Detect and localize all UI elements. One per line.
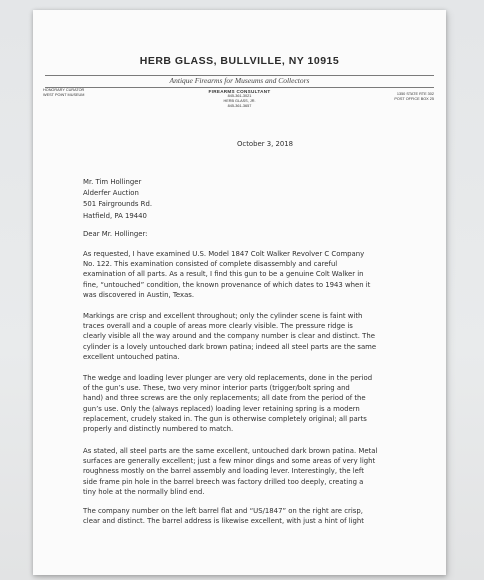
address-line: Mr. Tim Hollinger <box>83 178 142 186</box>
west-point-museum: WEST POINT MUSEUM <box>43 93 85 97</box>
phone-1: 845-361-3021 <box>227 94 252 98</box>
text-line: The company number on the left barrel flat and “US/1847” on the right are crisp, <box>83 507 363 515</box>
text-line: of the gun’s use. These, two very minor interior parts (trigger/bolt spring and <box>83 384 350 393</box>
text-line: traces overall and a couple of areas more clearly visible. The pressure ridge is <box>83 322 353 331</box>
letterhead-rule-bottom <box>45 87 434 88</box>
honorary-curator: HONORARY CURATOR <box>43 88 85 92</box>
salutation: Dear Mr. Hollinger: <box>83 230 148 238</box>
text-line: cylinder is a lovely untouched dark brown patina; indeed all steel parts are the same <box>83 342 377 351</box>
phone-2: 845-361-3657 <box>227 104 252 108</box>
text-line: roughness mostly on the barrel assembly and loading lever. Interestingly, the left <box>83 467 364 476</box>
letterhead-name: HERB GLASS, BULLVILLE, NY 10915 <box>139 55 340 67</box>
text-line: Markings are crisp and excellent throughout; only the cylinder scene is faint with <box>83 312 363 320</box>
text-line: surfaces are generally excellent; just a few minor dings and some areas of very light <box>83 457 376 466</box>
recipient-address <box>83 177 445 222</box>
text-line: tiny hole at the normally blind end. <box>83 487 205 496</box>
text-line: As stated, all steel parts are the same excellent, untouched dark brown patina. Metal <box>83 447 378 455</box>
firearms-consultant: FIREARMS CONSULTANT <box>208 89 271 94</box>
address-line: 501 Fairgrounds Rd. <box>83 200 153 209</box>
letterhead-center-block <box>33 89 446 109</box>
text-line: replacement, crudely staked in. The gun is otherwise completely original; all parts <box>83 414 367 423</box>
text-line: As requested, I have examined U.S. Model 1847 Colt Walker Revolver C Company <box>83 250 365 258</box>
text-line: properly and distinctly numbered to match. <box>83 425 234 434</box>
text-line: clearly visible all the way around and the company number is clear and distinct. The <box>83 332 375 341</box>
street-address: 1350 STATE RTE 302 <box>396 92 434 96</box>
letterhead-right-block <box>394 92 434 102</box>
address-line: Hatfield, PA 19440 <box>83 211 147 220</box>
text-line: fine, “untouched” condition, the known provenance of which dates to 1943 when it <box>83 280 371 289</box>
paragraph-1 <box>83 249 445 300</box>
paragraph-3 <box>83 373 445 434</box>
po-box: POST OFFICE BOX 25 <box>394 97 434 101</box>
text-line: was discovered in Austin, Texas. <box>83 290 195 299</box>
text-line: excellent untouched patina. <box>83 352 180 361</box>
paragraph-5 <box>83 506 445 526</box>
letterhead-tagline: Antique Firearms for Museums and Collectors <box>33 76 446 85</box>
address-line: Alderfer Auction <box>83 189 139 198</box>
text-line: side frame pin hole in the barrel breech was factory drilled too deeply, creating a <box>83 477 364 486</box>
letter-date: October 3, 2018 <box>237 140 294 148</box>
text-line: examination of all parts. As a result, I find this gun to be a genuine Colt Walker in <box>83 270 364 279</box>
text-line: gun’s use. Only the (always replaced) loading lever retaining spring is a modern <box>83 404 360 413</box>
text-line: No. 122. This examination consisted of complete disassembly and careful <box>83 260 338 269</box>
consultant-name: HERB GLASS, JR. <box>223 99 256 103</box>
paragraph-4 <box>83 446 445 497</box>
paragraph-2 <box>83 311 445 362</box>
text-line: hand) and three screws are the only replacements; all date from the period of the <box>83 394 366 403</box>
text-line: The wedge and loading lever plunger are very old replacements, done in the period <box>83 374 373 382</box>
text-line: clear and distinct. The barrel address is likewise excellent, with just a hint of light <box>83 517 365 526</box>
